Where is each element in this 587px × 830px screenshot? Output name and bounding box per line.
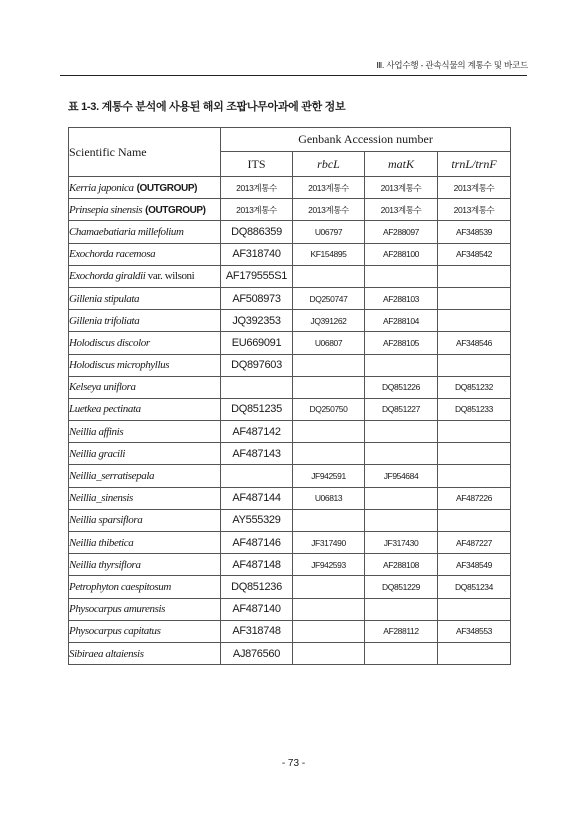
species-name: Physocarpus amurensis [69,603,165,616]
cell-rbcl [293,576,365,598]
header-rule [60,75,527,76]
cell-its: DQ886359 [221,221,293,243]
cell-its: DQ897603 [221,354,293,376]
cell-trnl-trnf [438,465,511,487]
cell-its: 2013계통수 [221,177,293,199]
cell-scientific-name [69,642,221,664]
cell-rbcl: U06813 [293,487,365,509]
column-header-matk: matK [365,152,438,177]
table-row [69,620,511,642]
cell-its: AY555329 [221,509,293,531]
table-row [69,642,511,664]
cell-scientific-name [69,532,221,554]
cell-matk [365,509,438,531]
cell-trnl-trnf [438,265,511,287]
cell-scientific-name [69,332,221,354]
table-row [69,199,511,221]
table-header-row [69,128,511,152]
outgroup-tag: (OUTGROUP) [145,204,206,216]
table-row [69,465,511,487]
table-row [69,310,511,332]
cell-its: EU669091 [221,332,293,354]
table-row [69,243,511,265]
cell-rbcl: KF154895 [293,243,365,265]
cell-rbcl: JF942591 [293,465,365,487]
cell-rbcl: DQ250750 [293,398,365,420]
accession-table [68,127,511,665]
table-row [69,287,511,309]
cell-matk: AF288097 [365,221,438,243]
cell-rbcl [293,265,365,287]
cell-scientific-name [69,598,221,620]
cell-matk: JF954684 [365,465,438,487]
species-name: Neillia thyrsiflora [69,558,141,571]
cell-its [221,376,293,398]
species-name: Chamaebatiaria millefolium [69,225,184,238]
cell-trnl-trnf [438,354,511,376]
cell-matk: DQ851226 [365,376,438,398]
cell-scientific-name [69,421,221,443]
species-name: Exochorda giraldii [69,270,146,283]
species-name: Physocarpus capitatus [69,625,161,638]
cell-trnl-trnf: AF348542 [438,243,511,265]
cell-scientific-name [69,443,221,465]
cell-matk: JF317430 [365,532,438,554]
cell-its: AF487146 [221,532,293,554]
cell-matk: AF288103 [365,287,438,309]
cell-rbcl [293,642,365,664]
cell-matk [365,487,438,509]
cell-rbcl: JQ391262 [293,310,365,332]
cell-trnl-trnf: DQ851234 [438,576,511,598]
cell-scientific-name [69,398,221,420]
table-row [69,598,511,620]
cell-scientific-name [69,177,221,199]
cell-trnl-trnf: AF348539 [438,221,511,243]
table-row [69,532,511,554]
table-row [69,265,511,287]
cell-matk: DQ851229 [365,576,438,598]
outgroup-tag: (OUTGROUP) [136,182,198,194]
column-header-its: ITS [221,152,293,177]
running-header: Ⅲ. 사업수행 - 관속식물의 계통수 및 바코드 [376,60,528,70]
cell-trnl-trnf: AF487226 [438,487,511,509]
cell-trnl-trnf [438,642,511,664]
cell-scientific-name [69,265,221,287]
cell-trnl-trnf: DQ851232 [438,376,511,398]
cell-its: AF487148 [221,554,293,576]
cell-rbcl: JF942593 [293,554,365,576]
cell-matk: 2013계통수 [365,177,438,199]
table-row [69,443,511,465]
cell-its: AF487144 [221,487,293,509]
table-row [69,221,511,243]
species-name: Holodiscus discolor [69,336,150,349]
table-row [69,376,511,398]
cell-scientific-name [69,310,221,332]
cell-scientific-name [69,354,221,376]
cell-scientific-name [69,620,221,642]
cell-scientific-name [69,243,221,265]
cell-rbcl [293,598,365,620]
species-name: Neillia affinis [69,425,124,438]
cell-trnl-trnf: AF348553 [438,620,511,642]
cell-trnl-trnf [438,287,511,309]
cell-rbcl: 2013계통수 [293,177,365,199]
cell-scientific-name [69,465,221,487]
table-row [69,554,511,576]
cell-trnl-trnf: AF348546 [438,332,511,354]
cell-scientific-name [69,509,221,531]
cell-trnl-trnf: AF487227 [438,532,511,554]
cell-trnl-trnf [438,310,511,332]
species-name: Luetkea pectinata [69,403,141,416]
species-name: Neillia sparsiflora [69,514,143,527]
variety-label: var. wilsoni [147,270,195,283]
cell-rbcl [293,421,365,443]
cell-rbcl: 2013계통수 [293,199,365,221]
cell-rbcl [293,620,365,642]
cell-matk [365,598,438,620]
cell-matk: 2013계통수 [365,199,438,221]
cell-rbcl: DQ250747 [293,287,365,309]
cell-trnl-trnf [438,509,511,531]
cell-rbcl [293,354,365,376]
cell-matk: AF288112 [365,620,438,642]
cell-matk: AF288105 [365,332,438,354]
cell-its: AF179555S1 [221,265,293,287]
cell-scientific-name [69,287,221,309]
cell-trnl-trnf: DQ851233 [438,398,511,420]
cell-its: AF487142 [221,421,293,443]
cell-its: DQ851236 [221,576,293,598]
species-name: Neillia_serratisepala [69,470,155,483]
species-name: Exochorda racemosa [69,248,156,261]
cell-rbcl [293,376,365,398]
cell-its: AF318748 [221,620,293,642]
cell-its: AF508973 [221,287,293,309]
cell-matk [365,354,438,376]
cell-its: JQ392353 [221,310,293,332]
species-name: Neillia thibetica [69,536,134,549]
cell-its: AF318740 [221,243,293,265]
cell-rbcl [293,443,365,465]
cell-matk [365,443,438,465]
cell-scientific-name [69,376,221,398]
cell-trnl-trnf [438,421,511,443]
cell-trnl-trnf: 2013계통수 [438,199,511,221]
column-header-trnl-trnf: trnL/trnF [438,152,511,177]
species-name: Gillenia stipulata [69,292,140,305]
table-row [69,509,511,531]
cell-rbcl [293,509,365,531]
cell-matk: AF288108 [365,554,438,576]
cell-trnl-trnf [438,443,511,465]
species-name: Kelseya uniflora [69,381,136,394]
cell-rbcl: U06797 [293,221,365,243]
cell-matk [365,265,438,287]
cell-matk: AF288104 [365,310,438,332]
column-header-rbcl: rbcL [293,152,365,177]
species-name: Kerria japonica [69,181,134,194]
cell-rbcl: JF317490 [293,532,365,554]
cell-scientific-name [69,199,221,221]
cell-rbcl: U06807 [293,332,365,354]
cell-scientific-name [69,576,221,598]
table-row [69,354,511,376]
species-name: Petrophyton caespitosum [69,580,171,593]
cell-its: AJ876560 [221,642,293,664]
species-name: Prinsepia sinensis [69,203,143,216]
table-row [69,398,511,420]
cell-its: DQ851235 [221,398,293,420]
cell-trnl-trnf: AF348549 [438,554,511,576]
cell-its: AF487140 [221,598,293,620]
cell-scientific-name [69,221,221,243]
cell-trnl-trnf: 2013계통수 [438,177,511,199]
cell-scientific-name [69,487,221,509]
table-row [69,177,511,199]
table-row [69,576,511,598]
table-row [69,487,511,509]
cell-scientific-name [69,554,221,576]
species-name: Neillia_sinensis [69,492,133,505]
species-name: Gillenia trifoliata [69,314,140,327]
cell-its [221,465,293,487]
page-number: - 73 - [281,758,306,769]
column-header-genbank: Genbank Accession number [221,128,511,152]
cell-trnl-trnf [438,598,511,620]
species-name: Neillia gracili [69,447,126,460]
table-row [69,421,511,443]
species-name: Holodiscus microphyllus [69,359,170,372]
table-title: 표 1-3. 계통수 분석에 사용된 해외 조팝나무아과에 관한 정보 [68,101,346,113]
column-header-scientific-name: Scientific Name [69,128,221,177]
cell-matk [365,421,438,443]
cell-its: 2013계통수 [221,199,293,221]
cell-matk: DQ851227 [365,398,438,420]
table-row [69,332,511,354]
cell-matk: AF288100 [365,243,438,265]
cell-matk [365,642,438,664]
species-name: Sibiraea altaiensis [69,647,144,660]
cell-its: AF487143 [221,443,293,465]
